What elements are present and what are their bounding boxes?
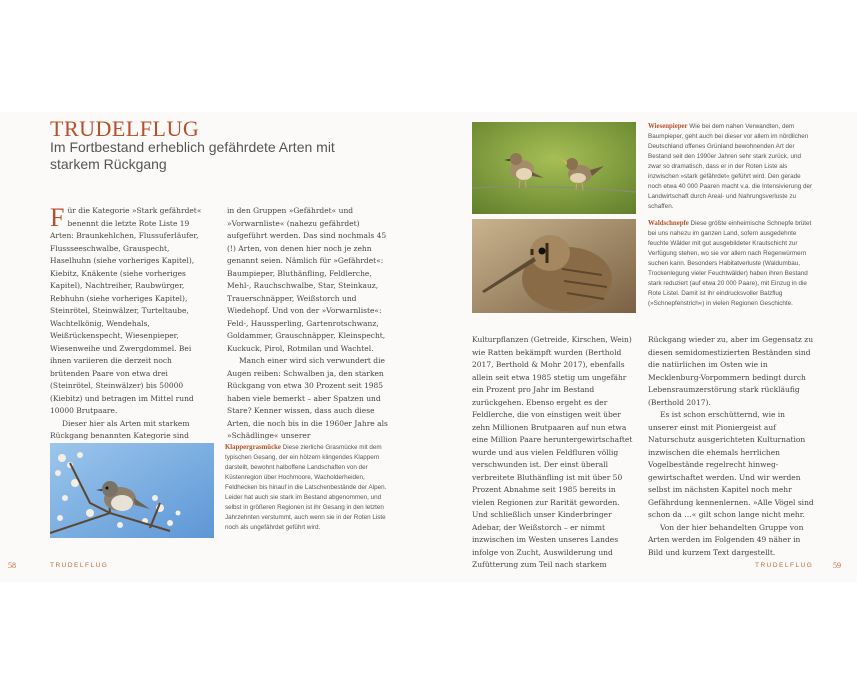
left-page xyxy=(0,0,428,685)
paragraph: Es ist schon erschütternd, wie in unserer einst mit Pioniergeist auf Naturschutz ausgerichteten Kulturnation inzwischen die ehemals herrlichen Vogelbestände regelrecht hinweggewirtschaftet werden. Und wir werden selbst im nächsten Kapitel noch mehr Gefährdung kennenlernen. »Alle Vögel sind schon da …« gilt schon lange nicht mehr. xyxy=(648,410,814,519)
photo-wiesenpieper xyxy=(472,122,636,214)
drop-cap: F xyxy=(50,203,65,232)
chapter-subtitle: Im Fortbestand erheblich gefährdete Arten mit starkem Rückgang xyxy=(50,139,335,172)
caption-title: Klappergrasmücke xyxy=(225,444,281,451)
running-head-right: TRUDELFLUG xyxy=(755,562,814,569)
caption-text: Wie bei dem nahen Verwandten, dem Baumpieper, geht auch bei dieser vor allem im nördlichen Deutschland offenes Grünland bewohnenden Art der Bestand seit den 1990er Jahren sehr stark zurück, und zwar so dramatisch, dass er in der Roten Liste als inzwischen »stark gefährdet« geführt wird. Den gerade noch etwa 40 000 Paaren macht v.a. die Intensivierung der Landwirtschaft durch Areal- und Nahrungsverluste zu schaffen. xyxy=(648,123,813,210)
left-column-2 xyxy=(227,205,393,443)
paragraph: Manch einer wird sich verwundert die Augen reiben: Schwalben ja, den starken Rückgang von etwa 30 Prozent seit 1985 haben viele bemerkt – aber Spatzen und Stare? Kenner wissen, dass auch diese Arten, die noch bis in die 1960er Jahre als »Schädlinge« unserer xyxy=(227,356,388,440)
right-column-2 xyxy=(648,334,816,559)
caption-title: Wiesenpieper xyxy=(648,123,688,130)
chapter-title: TRUDELFLUG xyxy=(50,116,200,141)
paragraph: Dieser hier als Arten mit starkem Rückgang benannten Kategorie sind xyxy=(50,418,190,440)
caption-text: Diese zierliche Grasmücke mit dem typischen Gesang, der ein hölzern klingendes Klappern darstellt, bewohnt halboffene Landschaften von der Küstenregion über Hochmoore, Wacholderheiden, Feldhecken bis hinauf in die Latschenbestände der Alpen. Leider hat auch sie stark im Bestand abgenommen, und selbst in größeren Regionen ist ihr Gesang in den letzten Jahrzehnten verstummt, auch wenn sie in der Roten Liste noch als ungefährdet geführt wird. xyxy=(225,444,387,531)
caption-title: Waldschnepfe xyxy=(648,220,689,227)
photo-waldschnepfe xyxy=(472,219,636,313)
photo-klappergrasmuecke xyxy=(50,443,214,538)
page-number-right: 59 xyxy=(833,561,841,570)
paragraph: Für die Kategorie »Stark gefährdet« benennt die letzte Rote Liste 19 Arten: Braunkehlchen, Flussuferläufer, Flussseeschwalbe, Grauspecht, Haselhuhn (siehe vorheriges Kapitel), Kiebitz, Knäkente (siehe vorheriges Kapitel), Nachtreiher, Raubwürger, Rebhuhn (siehe vorheriges Kapitel), Steinrötel, Steinwälzer, Turteltaube, Wachtelkönig, Wendehals, Weißrückenspecht, Wiesenpieper, Wiesenweihe und Zwergdommel. Bei ihnen variieren die derzeit noch brütenden Paare von etwa drei (Steinrötel, Steinwälzer) bis 50000 (Kiebitz) und betragen im Mittel rund 10000 Brutpaare. xyxy=(50,203,202,415)
paragraph: Rückgang wieder zu, aber im Gegensatz zu diesen semidomestizierten Beständen sind die natürlichen im Osten wie in Mecklenburg-Vorpommern bedingt durch Lebensraumzerstörung stark rückläufig (Berthold 2017). xyxy=(648,335,814,407)
page-number-left: 58 xyxy=(8,561,16,570)
caption-text: Diese größte einheimische Schnepfe brütet bei uns nahezu im ganzen Land, sofern ausgedehnte feuchte Wälder mit gut ausgebildeter Krautschicht zur Verfügung stehen, wo sie vor allem nach Regenwürmern suchen kann. Besonders Habitatverluste (Waldumbau, Trockenlegung vieler Feuchtwälder) haben ihren Bestand stark reduziert (auf etwa 20 000 Paare), mit Einzug in die Rote Listel. Damit ist ihr eindrucksvoller Balzflug (»Schnepfenstrich«) in vielen Regionen Geschichte. xyxy=(648,220,812,307)
left-column-1 xyxy=(50,205,210,468)
paragraph: Von der hier behandelten Gruppe von Arten werden im Folgenden 49 näher in Bild und kurzem Text dargestellt. xyxy=(648,522,804,557)
two-birds-on-wire-photo xyxy=(472,122,636,214)
caption-klappergrasmuecke xyxy=(225,443,395,533)
caption-waldschnepfe xyxy=(648,219,818,309)
woodcock-photo xyxy=(472,219,636,313)
paragraph: in den Gruppen »Gefährdet« und »Vorwarnliste« (nahezu gefährdet) aufgeführt werden. Das sind nochmals 45 (!) Arten, von denen hier noch je zehn genannt seien. Nämlich für »Gefährdet«: Baumpieper, Bluthänfling, Feldlerche, Mehl-, Rauchschwalbe, Star, Steinkauz, Trauerschnäpper, Weißstorch und Wiedehopf. Und von der »Vorwarnliste«: Feld-, Haussperling, Gartenrotschwanz, Goldammer, Grauschnäpper, Kleinspecht, Kuckuck, Pirol, Rotmilan und Wachtel. xyxy=(227,206,387,353)
running-head-left: TRUDELFLUG xyxy=(50,562,109,569)
right-column-1 xyxy=(472,334,636,572)
bird-on-branch-photo xyxy=(50,443,214,538)
caption-wiesenpieper xyxy=(648,122,813,212)
paragraph: Kulturpflanzen (Getreide, Kirschen, Wein) wie Ratten bekämpft wurden (Berthold 2017, Berthold & Mohr 2017), ebenfalls allein seit etwa 1985 stetig um ungefähr ein Prozent pro Jahr im Bestand zurückgehen. Ebenso ergeht es der Feldlerche, die von einstigen weit über zehn Millionen Brutpaaren auf nun etwa eine Million Paare heruntergewirtschaftet wurde und aus vielen Feldfluren völlig verschwunden ist. Der einst überall verbreitete Bluthänfling ist mit über 50 Prozent Abnahme seit 1985 bereits in vielen Regionen zur Rarität geworden. Und schließlich unser Kinderbringer Adebar, der Weißstorch – er nimmt inzwischen im Westen unseres Landes infolge von Zucht, Auswilderung und Zufütterung zum Teil nach starkem xyxy=(472,335,633,569)
right-page xyxy=(428,0,857,685)
